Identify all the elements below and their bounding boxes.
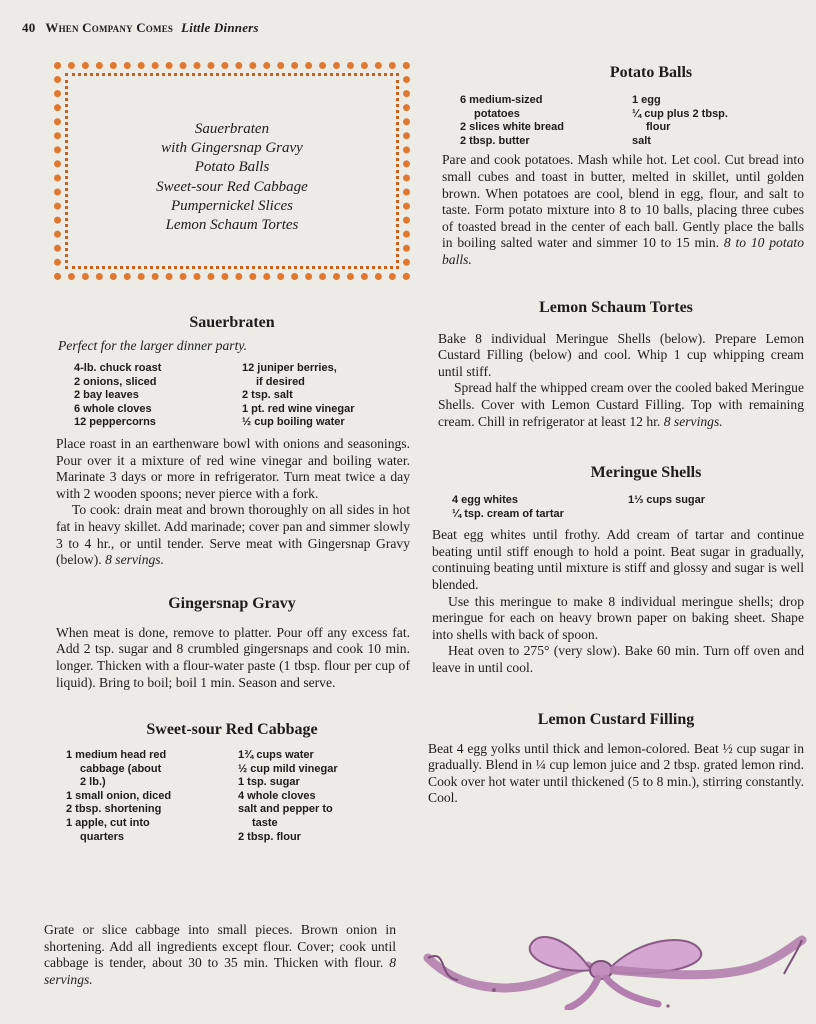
ingredient: salt [632, 134, 651, 147]
ingredient: ½ cup mild vinegar [238, 762, 338, 775]
menu-item: Sweet-sour Red Cabbage [156, 178, 308, 195]
recipe-text: Grate or slice cabbage into small pieces. Brown onion in shortening. Add all ingredients except flour. Cover; cook until cabbage is tender, about 30 to 35 min. Thicken with flour. 8 servings. [44, 922, 396, 987]
book-title: When Company Comes [45, 20, 174, 35]
right-column [428, 64, 804, 807]
ingredient: 2 onions, sliced [74, 375, 157, 388]
ingredient: ½ cup boiling water [242, 416, 345, 429]
section-title: Little Dinners [181, 20, 259, 35]
menu-item: Sauerbraten [194, 121, 270, 137]
menu-box [54, 62, 410, 280]
recipe-yield: 8 to 10 potato balls. [442, 235, 804, 267]
ingredient: 1¾ cups water [238, 749, 314, 762]
recipe-title-potato: Potato Balls [609, 64, 693, 81]
ingredient: if desired [256, 375, 305, 388]
ingredient: cabbage (about [80, 762, 162, 775]
ingredient: 12 peppercorns [74, 416, 156, 429]
ingredient: 1 tsp. sugar [238, 776, 300, 789]
ingredient: potatoes [474, 107, 520, 120]
recipe-text: Beat 4 egg yolks until thick and lemon-colored. Beat ½ cup sugar in gradually. Blend in ¼ cup lemon juice and 2 tbsp. grated lemon rind. Cook over hot water until thickened (5 to 8 min.), stirring constantly. Cool. [428, 740, 804, 806]
left-column [54, 62, 410, 844]
ingredient: ¼ tsp. cream of tartar [452, 507, 564, 520]
menu-item: with Gingersnap Gravy [161, 140, 303, 157]
recipe-yield: 8 servings. [663, 413, 723, 429]
menu-item: Potato Balls [194, 159, 270, 176]
ingredient: 6 whole cloves [74, 402, 152, 415]
ingredient: 2 bay leaves [74, 389, 139, 402]
ingredients-potato [460, 94, 804, 148]
ingredient: 4 whole cloves [238, 789, 316, 802]
ingredient: 1 egg [632, 94, 661, 106]
ingredient: taste [252, 817, 278, 830]
menu-item: Lemon Schaum Tortes [165, 217, 299, 234]
ingredient: 1 pt. red wine vinegar [242, 402, 355, 415]
ingredient: 2 lb.) [80, 776, 106, 789]
ingredient: ¼ cup plus 2 tbsp. [632, 107, 728, 120]
menu-list [84, 120, 380, 235]
menu-item: Pumpernickel Slices [170, 197, 294, 214]
ingredient: 1⅓ cups sugar [628, 494, 706, 507]
recipe-title-meringue: Meringue Shells [590, 464, 702, 482]
ingredient: quarters [80, 830, 125, 843]
running-head [22, 20, 259, 36]
ingredient: 2 tsp. salt [242, 389, 293, 402]
ingredient: 2 slices white bread [460, 121, 564, 134]
recipe-title-cabbage: Sweet-sour Red Cabbage [146, 721, 318, 739]
ingredient: 6 medium-sized [460, 94, 543, 106]
ingredient: 1 medium head red [66, 749, 167, 762]
recipe-text: When meat is done, remove to platter. Pour off any excess fat. Add 2 tsp. sugar and 8 crumbled gingersnaps and cook 10 min. longer. Thicken with a flour-water paste (1 tbsp. flour per cup of liquid). Bring to boil; boil 1 min. Season and serve. [56, 624, 410, 690]
ingredient: 2 tbsp. shortening [66, 803, 162, 816]
recipe-title-sauerbraten: Sauerbraten [189, 314, 275, 331]
ingredient: 2 tbsp. flour [238, 830, 301, 843]
recipe-title-gravy: Gingersnap Gravy [168, 594, 296, 612]
recipe-subtitle: Perfect for the larger dinner party. [58, 338, 248, 353]
recipe-yield: 8 servings. [44, 955, 396, 987]
recipe-title-tortes: Lemon Schaum Tortes [539, 298, 693, 316]
ingredient: 12 juniper berries, [242, 362, 337, 374]
recipe-text: Spread half the whipped cream over the cooled baked Meringue Shells. Cover with Lemon Custard Filling. Top with remaining cream. Chill in refrigerator at least 12 hr. 8 servings. [438, 380, 804, 429]
recipe-text: Bake 8 individual Meringue Shells (below). Prepare Lemon Custard Filling (below) and cool. Whip 1 cup whipping cream until stiff. [438, 330, 804, 379]
recipe-text: Beat egg whites until frothy. Add cream of tartar and continue beating until stiff enough to hold a point. Beat sugar in gradually, continuing beating until mixture is stiff and glossy and sugar is well blended. [432, 527, 804, 593]
recipe-text: To cook: drain meat and brown thoroughly on all sides in hot fat in heavy skillet. Add marinade; cover pan and simmer slowly 3 to 4 hr., or until tender. Serve meat with Gingersnap Gravy (below). 8 servings. [56, 502, 410, 568]
ingredient: 1 apple, cut into [66, 817, 150, 830]
ingredient: 1 small onion, diced [66, 789, 172, 802]
ingredient: salt and pepper to [238, 803, 333, 816]
recipe-text: Pare and cook potatoes. Mash while hot. Let cool. Cut bread into small cubes and toast in butter, melted in skillet, until golden brown. When potatoes are cool, blend in egg, flour, and salt to taste. Form potato mixture into 8 to 10 balls, placing three cubes of toasted bread in the center of each ball. Gently place the balls in boiling salted water and simmer 10 to 15 min. 8 to 10 potato balls. [442, 152, 804, 267]
ingredient: 4-lb. chuck roast [74, 362, 162, 374]
ingredients-cabbage [66, 749, 410, 844]
ingredients-meringue [452, 494, 804, 521]
ingredient: 4 egg whites [452, 494, 519, 507]
recipe-text: Place roast in an earthenware bowl with onions and seasonings. Pour over it a mixture of red wine vinegar and boiling water. Marinate 3 days or more in refrigerator. Turn meat twice a day with 2 wooden spoons; never pierce with a fork. [56, 435, 410, 501]
recipe-text: Use this meringue to make 8 individual meringue shells; drop meringue for each on heavy brown paper on baking sheet. Shape into shells with back of spoon. [432, 593, 804, 642]
ingredient: flour [646, 121, 671, 134]
ingredients-sauerbraten [74, 362, 410, 430]
recipe-text: Heat oven to 275° (very slow). Bake 60 min. Turn off oven and leave in until cool. [432, 643, 804, 676]
ribbon-bow-illustration [418, 918, 808, 1010]
recipe-yield: 8 servings. [105, 552, 164, 568]
ingredient: 2 tbsp. butter [460, 134, 530, 147]
page-number: 40 [22, 20, 36, 35]
recipe-title-custard: Lemon Custard Filling [537, 710, 695, 728]
